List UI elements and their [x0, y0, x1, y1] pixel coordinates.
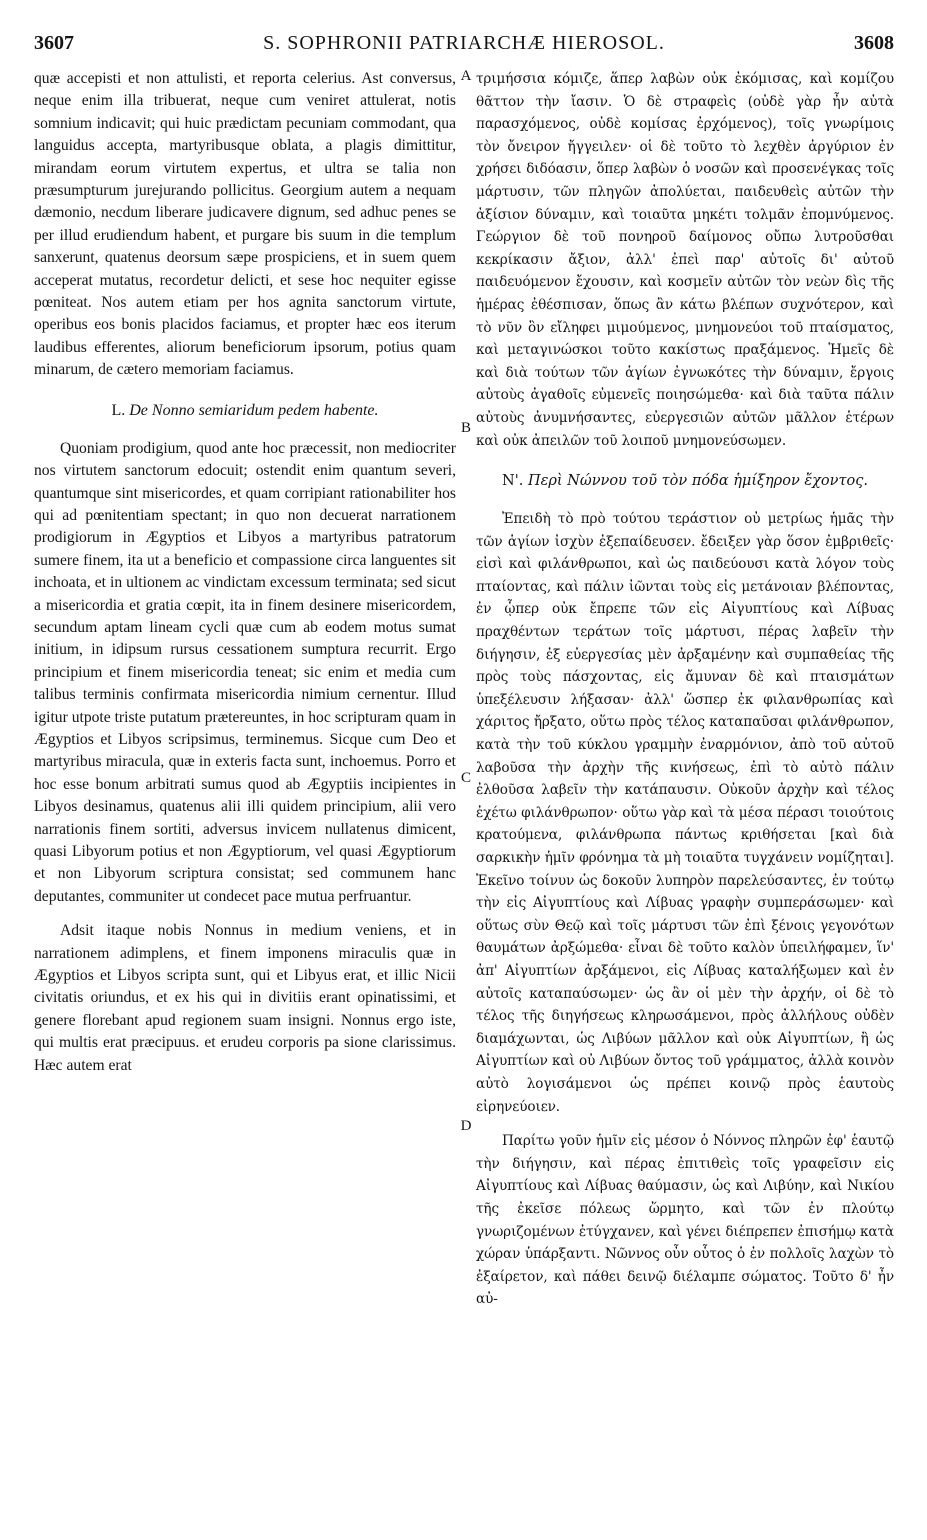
page-number-left: 3607	[34, 32, 74, 54]
running-title: S. SOPHRONII PATRIARCHÆ HIEROSOL.	[263, 32, 665, 54]
latin-paragraph-2: Quoniam prodigium, quod ante hoc præcessit, non mediocriter nos virtutem sanctorum edocuit; ostendit enim quantum severi, quantumque sint misericordes, et quam corripiant rationabiliter hos qui ad pœnitentiam spectant; in quo non decuerat narrationem prodigiorum in Ægyptios et Libyos a martyribus patratorum sumere finem, ita ut a beneficio et compassione circa languentes sit inchoata, et in ultionem ac vindictam excessum terminata; sed sicut a misericordia et gratia cœpit, ita in finem desinere misericordem, secundum aptam lineam cycli quæ cum ab eodem motus sumat initium, in idipsum rursus cessationem sumptura recurrit. Ergo principium et finem misericordia teneat; sic enim et media cum talibus terminis confirmata misericordia nimium cernentur. Illud igitur utpote triste putatum prætereuntes, in hoc scripturam quam in Ægyptios et Libyos scripsimus, terminemus. Sicque cum Deo et martyribus miracula, quæ in exteris facta sunt, inchoemus. Porro et hoc esse bonum arbitrati sumus quod ab Ægyptiis incipientes in Libyos desinamus, quatenus alii illi quidem principium, alii vero narrationis finem sortiti, adversus invicem nullatenus dimicent, quasi Libyorum potius et non Ægyptiorum, vel quasi Ægyptiorum et non Libyorum scriptura consistat; sed communem hanc deputantes, communiter ut condecet pace mutua perfruantur.	[34, 439, 456, 905]
greek-paragraph-2: Ἐπειδὴ τὸ πρὸ τούτου τεράστιον οὐ μετρίως ἡμᾶς τὴν τῶν ἁγίων ἰσχὺν ἐξεπαίδευσεν. ἔδειξεν γὰρ ὅσον ἐμβριθεῖς· εἰσὶ καὶ φιλάνθρωποι, καὶ ὡς παιδεύουσι κατὰ λόγον τοὺς πταίοντας, καὶ πάλιν ἰῶνται τοὺς εἰς μετάνοιαν βλέποντας, ἐν ᾧπερ οὐκ ἔπρεπε τῶν εἰς Αἰγυπτίους καὶ Λίβυας πραχθέντων τεράτων τοῖς μάρτυσι, πέρας λαβεῖν τὴν διήγησιν, ἐξ εὐεργεσίας μὲν ἀρξαμένην καὶ συμπαθείας τῆς πρὸς τοὺς πάσχοντας, εἰς ἄμυναν δὲ καὶ πταισμάτων ὑπεξέλευσιν λήξασαν· ἀλλ' ὥσπερ ἐκ φιλανθρωπίας καὶ χάριτος ἤρξατο, οὕτω πρὸς τέλος καταπαῦσαι φιλάνθρωπον, κατὰ τὴν τοῦ κύκλου γραμμὴν ἐναρμόνιον, ἀπὸ τοῦ αὐτοῦ λαβοῦσα τὴν ἀρχὴν τῆς κινήσεως, ἐπὶ τὸ αὐτὸ πάλιν ἐλθοῦσα λαβεῖν τὴν κατάπαυσιν. Οὐκοῦν ἀρχὴν καὶ τέλος ἐχέτω φιλάνθρωπον· οὕτω γὰρ καὶ τὰ μέσα πέρασι τοιούτοις κρατούμενα, φιλάνθρωπα πάντως κριθήσεται [καὶ διὰ σαρκικὴν ἡμῖν φρόνημα τὰ μὴ τοιαῦτα τυγχάνειν νομίζηται]. Ἐκεῖνο τοίνυν ὡς δοκοῦν λυπηρὸν παρελεύσαντες, ἐν τούτῳ τὴν εἰς Αἰγυπτίους καὶ Λίβυας γραφὴν συμπεράσωμεν· καὶ οὕτως σὺν Θεῷ καὶ τοῖς μάρτυσι τῶν ἐπὶ ξένοις γεγονότων θαυμάτων ἀρξώμεθα· εἶναι δὲ τοῦτο καλὸν ὑπειλήφαμεν, ἵν' ἀπ' Αἰγυπτίων ἀρξάμενοι, εἰς Λίβυας καταλήξωμεν καὶ ἐν αὐτοῖς καταπαύσωμεν· ὡς ἂν οἱ μὲν τὴν ἀρχήν, οἱ δὲ τὸ τέλος τῆς διηγήσεως κληρωσάμενοι, πρὸς ἀλλήλους οὐδὲν διαμάχωνται, ὡς Λιβύων μᾶλλον καὶ οὐκ Αἰγυπτίων, ἢ ὡς Αἰγυπτίων καὶ οὐ Λιβύων ὄντος τοῦ γράμματος, ἀλλὰ κοινὸν αὐτὸ λογισάμενοι ὡς πρέπει κοινῷ πρὸς ἑαυτοὺς εἰρηνεύοιεν.	[476, 511, 894, 1115]
margin-mark-a: A	[460, 68, 472, 84]
greek-paragraph-1: τριμήσσια κόμιζε, ἅπερ λαβὼν οὐκ ἐκόμισας, καὶ κομίζου θᾶττον τὴν ἴασιν. Ὁ δὲ στραφεὶς (οὐδὲ γὰρ ἦν αὐτὰ παρασχόμενος, οὐδὲ κομίσας ἐρχόμενος), τοῖς γνωρίμοις τὸν ὄνειρον ἤγγειλεν· οἱ δὲ τοῦτο τὸ λεχθὲν ἀργύριον ἐν χρήσει διδόασιν, ὅπερ λαβὼν ὁ νοσῶν καὶ προσενέγκας τοῖς μάρτυσιν, τῶν πληγῶν ἀπολύεται, παιδευθεὶς αὐτῶν τὴν ἀξίσιον δύναμιν, καὶ τοιαῦτα μηκέτι τολμᾶν ἐπομνύμενος. Γεώργιον δὲ τοῦ πονηροῦ δαίμονος οὔπω λυτροῦσθαι κεκρίκασιν ἄξιον, ἀλλ' ἐπεὶ παρ' αὐτοῖς δι' αὐτοῦ παιδευόμενον ἔχουσιν, καὶ κοσμεῖν αὐτῶν τὸν νεὼν δὶς τῆς ἡμέρας ἐθέσπισαν, ὅπως ἂν κάτω βλέπων συχνότερον, καὶ τὸ νῦν ὂν εἴληφει μιμούμενος, μνημονεύοι τοῦ πταίσματος, καὶ μεταγινώσκοι τοῦτο κακίστως πραξάμενος. Ἡμεῖς δὲ καὶ διὰ τούτων τῶν ἁγίων ἐγνωκότες τὴν δύναμιν, ἔργοις αὐτοὺς ἀγαθοῖς εὐμενεῖς ποιησώμεθα· καὶ διὰ ταῦτα πάλιν αὐτοὺς ἀνυμνήσαντες, εὐεργεσιῶν αὐτῶν μᾶλλον ἑτέρων καὶ οὐκ ἀπειλῶν τοῦ λοιποῦ μνημονεύσωμεν.	[476, 71, 894, 449]
page-header	[34, 30, 894, 60]
margin-mark-b: B	[460, 420, 471, 436]
latin-column	[34, 68, 456, 1077]
latin-paragraph-3: Adsit itaque nobis Nonnus in medium veniens, et in narrationem adimplens, et finem imponens miraculis quæ in Ægyptios et Libyos scripta sunt, qui et Libyus erat, et illic Nicii civitatis oriundus, et ex his qui in divitiis erant opinatissimi, et genere florebant apud regionem suam insigni. Nonnus ergo iste, qui multis erat præcipuus. et erudeu corporis pa sione clarissimus. Hæc autem erat	[34, 922, 456, 1074]
greek-column	[476, 68, 894, 1311]
greek-heading-number: Ν'.	[502, 473, 524, 490]
latin-section-heading	[34, 400, 456, 422]
greek-section-heading	[476, 470, 894, 492]
page-number-right: 3608	[854, 32, 894, 54]
margin-mark-c: C	[460, 770, 471, 786]
latin-heading-number: L.	[111, 401, 126, 419]
latin-heading-title: De Nonno semiaridum pedem habente.	[129, 401, 379, 419]
margin-mark-d: D	[460, 1118, 472, 1134]
latin-paragraph-1: quæ accepisti et non attulisti, et reporta celerius. Ast conversus, neque enim illa tribuerat, neque cum veniret attulerat, notis somnium indicavit; qui huic prædictam pecuniam commodant, qua languidus accepta, martyribusque oblata, a plagis dimittitur, mirandam eorum virtutem expertus, et ultra se talia non præsumpturum jurejurando pollicitus. Georgium autem a nequam dæmonio, necdum liberare judicavere dignum, sed adhuc penes se per illud erudiendum habent, et purgare bis suum in die templum sanxerunt, quatenus deorsum sæpe prospiciens, et in suem quem acceperat mutatus, recordetur delicti, et sese hoc nequiter egisse pœniteat. Nos autem etiam per hos agnita sanctorum virtute, operibus eos bonis placidos faciamus, et propter hæc eos iterum laudibus efferentes, aliorum beneficiorum ipsorum, potius quam minarum, de cætero memoriam faciamus.	[34, 70, 456, 379]
greek-heading-title: Περὶ Νώννου τοῦ τὸν πόδα ἡμίξηρον ἔχοντος.	[527, 473, 868, 490]
greek-paragraph-3: Παρίτω γοῦν ἡμῖν εἰς μέσον ὁ Νόννος πληρῶν ἐφ' ἑαυτῷ τὴν διήγησιν, καὶ πέρας ἐπιτιθεὶς τοῖς γραφεῖσιν εἰς Αἰγυπτίους καὶ Λίβυας θαύμασιν, ὡς καὶ Λιβύην, καὶ Νικίου τῆς ἐκεῖσε πόλεως ὥρμητο, καὶ τῶν ἐν πλούτῳ γνωριζομένων ἐτύγχανεν, καὶ γένει διέπρεπεν ἐπισήμῳ κατὰ χώραν ὑπάρξαντι. Νῶννος οὖν οὗτος ὁ ἐν πολλοῖς λαχὼν τὸ ἐξαίρετον, καὶ πάθει δεινῷ διέλαμπε σώματος. Τοῦτο δ' ἦν αὐ-	[476, 1133, 894, 1308]
